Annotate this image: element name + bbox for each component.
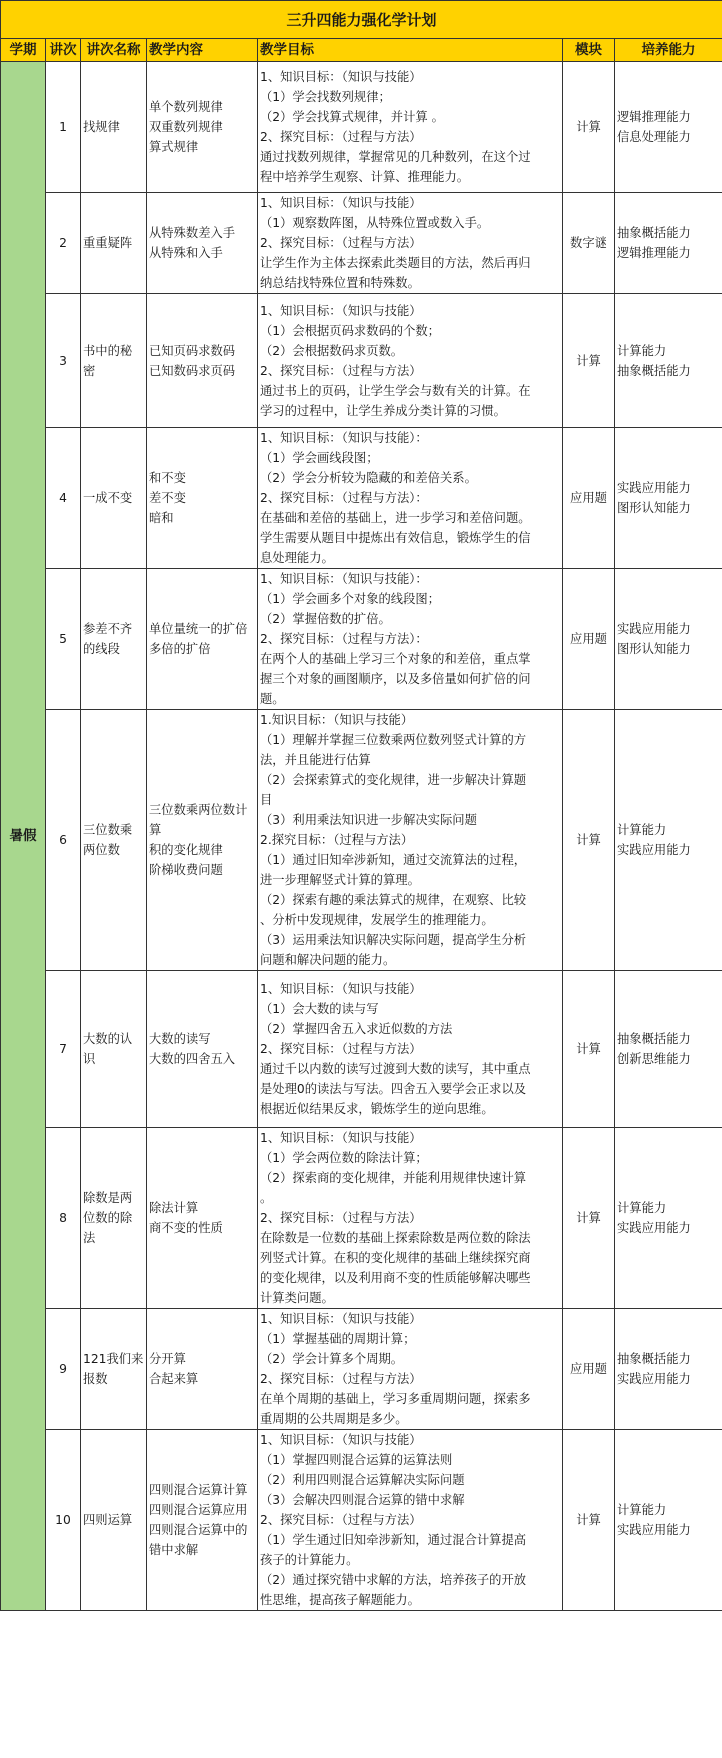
goal-line: （2）学会分析较为隐藏的和差倍关系。 (260, 471, 477, 485)
lesson-content (147, 1430, 258, 1611)
goal-line: 1、知识目标：（知识与技能） (260, 1433, 422, 1447)
ability-line: 图形认知能力 (617, 642, 691, 656)
lesson-goals (258, 62, 563, 193)
ability-line: 计算能力 (617, 343, 667, 358)
goal-line: 1.知识目标：（知识与技能） (260, 713, 414, 727)
table-row (1, 294, 722, 428)
lesson-ability (615, 428, 722, 569)
lesson-name: 四则运算 (81, 1430, 147, 1611)
goal-line: （2）掌握倍数的扩倍。 (260, 612, 391, 626)
table-row (1, 710, 722, 971)
content-line: 大数的读写 (149, 1032, 211, 1046)
goal-line: 。 (260, 1191, 273, 1205)
ability-line: 实践应用能力 (617, 843, 691, 857)
ability-line: 实践应用能力 (617, 1221, 691, 1235)
goal-line: 性思维，提高孩子解题能力。 (260, 1593, 420, 1607)
goal-line: 是处理0的读法与写法。四舍五入要学会正求以及 (260, 1082, 527, 1096)
goal-line: 重周期的公共周期是多少。 (260, 1412, 408, 1426)
ability-line: 抽象概括能力 (617, 1352, 691, 1366)
content-line: 除法计算 (149, 1201, 199, 1215)
lesson-ability (615, 193, 722, 294)
lesson-content (147, 710, 258, 971)
ability-line: 计算能力 (617, 823, 667, 837)
lesson-name: 找规律 (81, 62, 147, 193)
lesson-number: 1 (46, 62, 81, 193)
goal-line: 的变化规律，以及利用商不变的性质能够解决哪些 (260, 1271, 531, 1285)
goal-line: 2、探究目标：（过程与方法） (260, 130, 422, 144)
goal-line: 息处理能力。 (260, 551, 334, 565)
lesson-content (147, 1128, 258, 1309)
lesson-number: 10 (46, 1430, 81, 1611)
ability-line: 实践应用能力 (617, 622, 691, 636)
lesson-number: 2 (46, 193, 81, 294)
goal-line: （1）掌握基础的周期计算； (260, 1332, 416, 1346)
goal-line: 计算类问题。 (260, 1291, 334, 1305)
lesson-module: 应用题 (563, 428, 615, 569)
goal-line: 让学生作为主体去探索此类题目的方法，然后再归 (260, 256, 531, 270)
lesson-number: 7 (46, 971, 81, 1128)
goal-line: （2）会探索算式的变化规律，进一步解决计算题 (260, 773, 527, 787)
goal-line: （1）学会找数列规律； (260, 90, 391, 104)
goal-line: 问题和解决问题的能力。 (260, 953, 396, 967)
lesson-content (147, 62, 258, 193)
lesson-number: 3 (46, 294, 81, 428)
goal-line: 2、探究目标：（过程与方法） (260, 363, 422, 378)
lesson-goals (258, 294, 563, 428)
content-line: 四则混合运算应用 (149, 1503, 248, 1517)
goal-line: （1）学会画线段图； (260, 451, 379, 465)
lesson-name: 大数的认识 (81, 971, 147, 1128)
goal-line: 2、探究目标：（过程与方法）： (260, 632, 428, 646)
content-line: 阶梯收费问题 (149, 863, 223, 877)
content-line: 大数的四舍五入 (149, 1052, 236, 1066)
lesson-number: 6 (46, 710, 81, 971)
ability-line: 逻辑推理能力 (617, 110, 691, 124)
table-row (1, 193, 722, 294)
lesson-goals (258, 710, 563, 971)
goal-line: （1）理解并掌握三位数乘两位数列竖式计算的方 (260, 733, 527, 747)
content-line: 合起来算 (149, 1372, 199, 1386)
goal-line: 1、知识目标：（知识与技能） (260, 303, 422, 318)
goal-line: 1、知识目标：（知识与技能）： (260, 572, 428, 586)
content-line: 双重数列规律 (149, 120, 223, 134)
content-line: 单个数列规律 (149, 100, 223, 114)
lesson-name: 121我们来报数 (81, 1309, 147, 1430)
goal-line: 1、知识目标：（知识与技能） (260, 1312, 422, 1326)
goal-line: 学生需要从题目中提炼出有效信息，锻炼学生的信 (260, 531, 531, 545)
goal-line: （2）学会计算多个周期。 (260, 1352, 404, 1366)
goal-line: 根据近似结果反求，锻炼学生的逆向思维。 (260, 1102, 494, 1116)
goal-line: 2、探究目标：（过程与方法） (260, 236, 422, 250)
table-row (1, 1309, 722, 1430)
table-row (1, 569, 722, 710)
content-line: 从特殊数差入手 (149, 226, 236, 240)
goal-line: （2）学会找算式规律，并计算 。 (260, 110, 444, 124)
goal-line: 握三个对象的画图顺序，以及多倍量如何扩倍的问 (260, 672, 531, 686)
term-cell: 暑假 (1, 62, 46, 1611)
goal-line: （3）会解决四则混合运算的错中求解 (260, 1493, 465, 1507)
goal-line: 2、探究目标：（过程与方法）： (260, 491, 428, 505)
content-line: 算式规律 (149, 140, 199, 154)
goal-line: （1）通过旧知牵涉新知，通过交流算法的过程， (260, 853, 527, 867)
content-line: 积的变化规律 (149, 843, 223, 857)
header-term: 学期 (1, 39, 46, 62)
page-title: 三升四能力强化学计划 (1, 1, 722, 39)
lesson-name: 重重疑阵 (81, 193, 147, 294)
lesson-name: 参差不齐的线段 (81, 569, 147, 710)
lesson-number: 8 (46, 1128, 81, 1309)
lesson-content (147, 971, 258, 1128)
goal-line: 在基础和差倍的基础上，进一步学习和差倍问题。 (260, 511, 531, 525)
content-line: 和不变 (149, 471, 186, 485)
goal-line: （1）掌握四则混合运算的运算法则 (260, 1453, 453, 1467)
lesson-ability (615, 294, 722, 428)
goal-line: 在两个人的基础上学习三个对象的和差倍，重点掌 (260, 652, 531, 666)
goal-line: （1）学会两位数的除法计算； (260, 1151, 428, 1165)
ability-line: 图形认知能力 (617, 501, 691, 515)
goal-line: （3）运用乘法知识解决实际问题，提高学生分析 (260, 933, 527, 947)
table-row (1, 971, 722, 1128)
goal-line: （2）探索有趣的乘法算式的规律，在观察、比较 (260, 893, 527, 907)
content-line: 差不变 (149, 491, 186, 505)
ability-line: 计算能力 (617, 1201, 667, 1215)
lesson-content (147, 569, 258, 710)
header-row (1, 39, 722, 62)
content-line: 暗和 (149, 511, 174, 525)
goal-line: 、分析中发现规律，发展学生的推理能力。 (260, 913, 494, 927)
lesson-module: 计算 (563, 971, 615, 1128)
goal-line: 1、知识目标：（知识与技能） (260, 1131, 422, 1145)
ability-line: 实践应用能力 (617, 1523, 691, 1537)
goal-line: 程中培养学生观察、计算、推理能力。 (260, 170, 470, 184)
header-goals: 教学目标 (258, 39, 563, 62)
goal-line: 在单个周期的基础上，学习多重周期问题，探索多 (260, 1392, 531, 1406)
goal-line: 纳总结找特殊位置和特殊数。 (260, 276, 420, 290)
goal-line: （1）会根据页码求数码的个数； (260, 323, 440, 338)
header-name: 讲次名称 (81, 39, 147, 62)
ability-line: 抽象概括能力 (617, 363, 691, 378)
lesson-number: 5 (46, 569, 81, 710)
header-ability: 培养能力 (615, 39, 722, 62)
ability-line: 计算能力 (617, 1503, 667, 1517)
goal-line: （1）学生通过旧知牵涉新知，通过混合计算提高 (260, 1533, 527, 1547)
lesson-content (147, 294, 258, 428)
lesson-ability (615, 1309, 722, 1430)
content-line: 四则混合运算计算 (149, 1483, 248, 1497)
goal-line: 通过找数列规律，掌握常见的几种数列，在这个过 (260, 150, 531, 164)
ability-line: 信息处理能力 (617, 130, 691, 144)
goal-line: 进一步理解竖式计算的算理。 (260, 873, 420, 887)
goal-line: 2.探究目标：（过程与方法） (260, 833, 414, 847)
goal-line: 1、知识目标：（知识与技能） (260, 70, 422, 84)
goal-line: 法，并且能进行估算 (260, 753, 371, 767)
lesson-module: 计算 (563, 710, 615, 971)
lesson-goals (258, 569, 563, 710)
lesson-goals (258, 1128, 563, 1309)
goal-line: 在除数是一位数的基础上探索除数是两位数的除法 (260, 1231, 531, 1245)
lesson-ability (615, 971, 722, 1128)
ability-line: 实践应用能力 (617, 481, 691, 495)
table-row (1, 428, 722, 569)
goal-line: 2、探究目标：（过程与方法） (260, 1042, 422, 1056)
goal-line: （2）会根据数码求页数。 (260, 343, 404, 358)
lesson-name: 书中的秘密 (81, 294, 147, 428)
goal-line: （1）学会画多个对象的线段图； (260, 592, 440, 606)
lesson-module: 应用题 (563, 1309, 615, 1430)
lesson-name: 除数是两位数的除法 (81, 1128, 147, 1309)
table-row (1, 62, 722, 193)
goal-line: （2）探索商的变化规律，并能利用规律快速计算 (260, 1171, 527, 1185)
ability-line: 实践应用能力 (617, 1372, 691, 1386)
table-row (1, 1430, 722, 1611)
goal-line: 通过千以内数的读写过渡到大数的读写，其中重点 (260, 1062, 531, 1076)
ability-line: 创新思维能力 (617, 1052, 691, 1066)
lesson-content (147, 1309, 258, 1430)
goal-line: 1、知识目标：（知识与技能） (260, 982, 422, 996)
goal-line: 孩子的计算能力。 (260, 1553, 359, 1567)
goal-line: 目 (260, 793, 273, 807)
lesson-content (147, 193, 258, 294)
goal-line: 1、知识目标：（知识与技能）： (260, 431, 428, 445)
lesson-ability (615, 710, 722, 971)
lesson-ability (615, 1430, 722, 1611)
goal-line: 通过书上的页码，让学生学会与数有关的计算。在 (260, 383, 531, 398)
table-row (1, 1128, 722, 1309)
goal-line: 列竖式计算。在积的变化规律的基础上继续探究商 (260, 1251, 531, 1265)
lesson-ability (615, 1128, 722, 1309)
lesson-module: 数字谜 (563, 193, 615, 294)
content-line: 四则混合运算中的错中求解 (149, 1523, 248, 1557)
lesson-ability (615, 569, 722, 710)
content-line: 商不变的性质 (149, 1221, 223, 1235)
goal-line: 2、探究目标：（过程与方法） (260, 1211, 422, 1225)
header-content: 教学内容 (147, 39, 258, 62)
lesson-module: 计算 (563, 1128, 615, 1309)
goal-line: （2）掌握四舍五入求近似数的方法 (260, 1022, 453, 1036)
goal-line: （1）会大数的读与写 (260, 1002, 379, 1016)
content-line: 分开算 (149, 1352, 186, 1366)
content-line: 单位量统一的扩倍 (149, 622, 248, 636)
goal-line: 2、探究目标：（过程与方法） (260, 1372, 422, 1386)
lesson-goals (258, 1309, 563, 1430)
content-line: 已知数码求页码 (149, 363, 236, 378)
goal-line: （2）利用四则混合运算解决实际问题 (260, 1473, 465, 1487)
lesson-goals (258, 428, 563, 569)
ability-line: 逻辑推理能力 (617, 246, 691, 260)
lesson-module: 计算 (563, 1430, 615, 1611)
lesson-content (147, 428, 258, 569)
content-line: 三位数乘两位数计算 (149, 803, 248, 837)
goal-line: 1、知识目标：（知识与技能） (260, 196, 422, 210)
content-line: 多倍的扩倍 (149, 642, 211, 656)
lesson-number: 9 (46, 1309, 81, 1430)
lesson-goals (258, 193, 563, 294)
lesson-goals (258, 971, 563, 1128)
header-module: 模块 (563, 39, 615, 62)
lesson-number: 4 (46, 428, 81, 569)
goal-line: （2）通过探究错中求解的方法，培养孩子的开放 (260, 1573, 527, 1587)
lesson-ability (615, 62, 722, 193)
lesson-name: 一成不变 (81, 428, 147, 569)
ability-line: 抽象概括能力 (617, 1032, 691, 1046)
ability-line: 抽象概括能力 (617, 226, 691, 240)
content-line: 从特殊和入手 (149, 246, 223, 260)
goal-line: （3）利用乘法知识进一步解决实际问题 (260, 813, 477, 827)
header-lesson: 讲次 (46, 39, 81, 62)
content-line: 已知页码求数码 (149, 343, 236, 358)
goal-line: 学习的过程中，让学生养成分类计算的习惯。 (260, 403, 506, 418)
goal-line: 2、探究目标：（过程与方法） (260, 1513, 422, 1527)
lesson-module: 应用题 (563, 569, 615, 710)
lesson-name: 三位数乘两位数 (81, 710, 147, 971)
lesson-goals (258, 1430, 563, 1611)
lesson-module: 计算 (563, 294, 615, 428)
goal-line: 题。 (260, 692, 285, 706)
goal-line: （1）观察数阵图，从特殊位置或数入手。 (260, 216, 490, 230)
lesson-module: 计算 (563, 62, 615, 193)
